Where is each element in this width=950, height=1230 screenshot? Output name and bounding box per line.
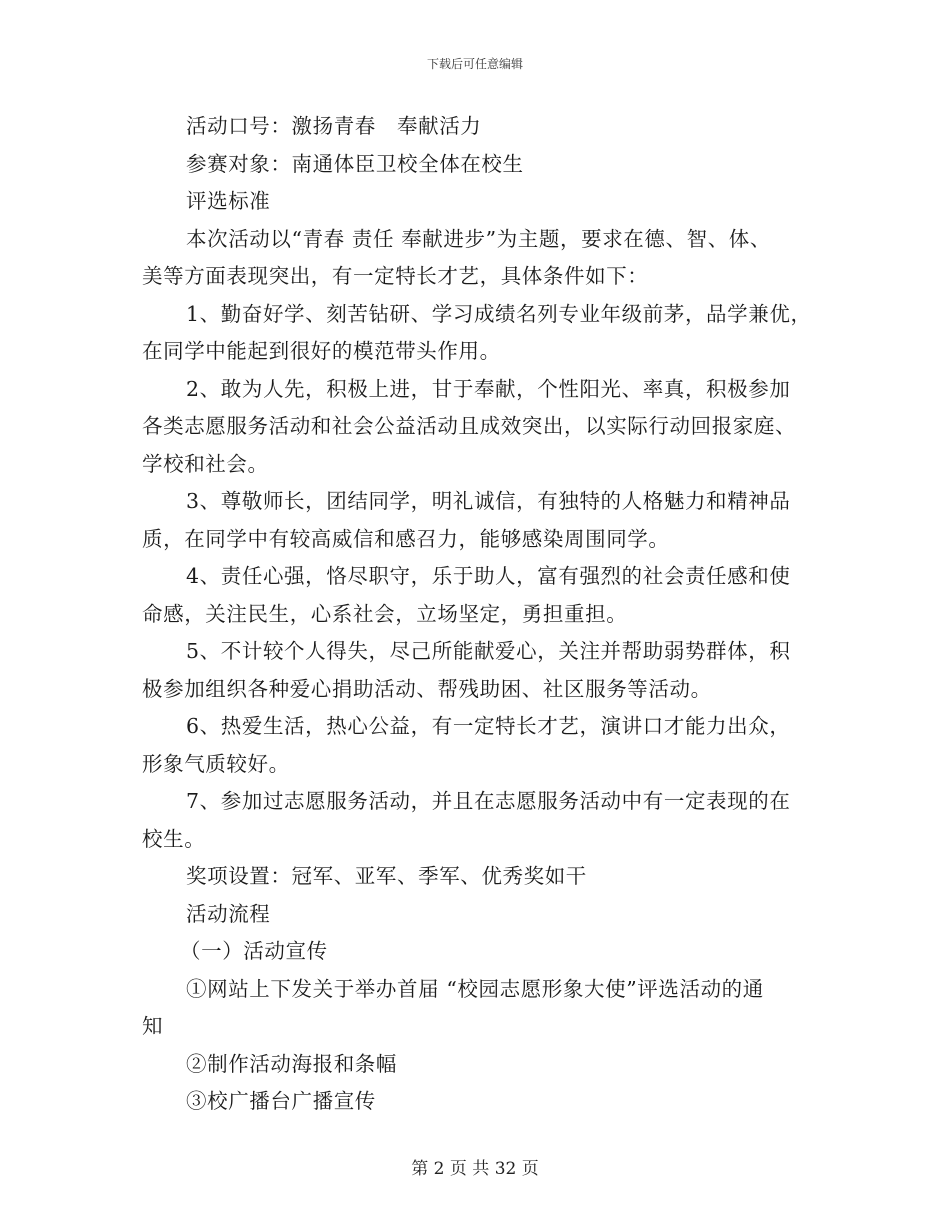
text-line: 学校和社会。	[142, 451, 269, 476]
criteria-item-3: 3、尊敬师长，团结同学，明礼诚信，有独特的人格魅力和精神品	[186, 489, 791, 513]
criteria-item-7: 7、参加过志愿服务活动，并且在志愿服务活动中有一定表现的在	[186, 789, 791, 813]
section-heading-process: 活动流程	[186, 901, 271, 926]
text-line: 形象气质较好。	[142, 751, 290, 776]
text-line: 各类志愿服务活动和社会公益活动且成效突出，以实际行动回报家庭、	[142, 414, 797, 438]
text-line: 命感，关注民生，心系社会，立场坚定，勇担重担。	[142, 601, 628, 626]
process-item-1: ①网站上下发关于举办首届 “校园志愿形象大使”评选活动的通	[186, 976, 764, 1001]
process-item-2: ②制作活动海报和条幅	[186, 1051, 397, 1076]
page-number-text: 第 2 页 共 32 页	[411, 1159, 539, 1179]
criteria-item-6: 6、热爱生活，热心公益，有一定特长才艺，演讲口才能力出众，	[186, 714, 791, 738]
criteria-item-5: 5、不计较个人得失，尽己所能献爱心，关注并帮助弱势群体，积	[186, 639, 791, 663]
text-line-participants: 参赛对象：南通体臣卫校全体在校生	[186, 151, 524, 176]
text-line-slogan: 活动口号：激扬青春 奉献活力	[186, 114, 482, 138]
subsection-heading-publicity: （一）活动宣传	[180, 939, 328, 963]
text-line: 校生。	[142, 826, 206, 851]
text-line: 极参加组织各种爱心捐助活动、帮残助困、社区服务等活动。	[142, 676, 712, 701]
text-line: 质，在同学中有较高威信和感召力，能够感染周围同学。	[142, 526, 670, 551]
criteria-item-4: 4、责任心强，恪尽职守，乐于助人，富有强烈的社会责任感和使	[186, 564, 791, 588]
text-line: 美等方面表现突出，有一定特长才艺，具体条件如下：	[142, 264, 649, 288]
text-line-awards: 奖项设置：冠军、亚军、季军、优秀奖如干	[186, 864, 587, 888]
process-item-3: ③校广播台广播宣传	[186, 1089, 376, 1113]
section-heading-criteria: 评选标准	[186, 189, 271, 213]
criteria-item-2: 2、敢为人先，积极上进，甘于奉献，个性阳光、率真，积极参加	[186, 376, 791, 401]
text-line: 本次活动以“青春 责任 奉献进步”为主题，要求在德、智、体、	[186, 226, 771, 251]
page-footer	[0, 1154, 950, 1179]
criteria-item-1: 1、勤奋好学、刻苦钻研、学习成绩名列专业年级前茅，品学兼优，	[186, 301, 812, 326]
page-header: 下载后可任意编辑	[426, 57, 523, 71]
document-body	[142, 108, 812, 1121]
text-line: 在同学中能起到很好的模范带头作用。	[142, 339, 501, 363]
text-line: 知	[142, 1014, 164, 1038]
